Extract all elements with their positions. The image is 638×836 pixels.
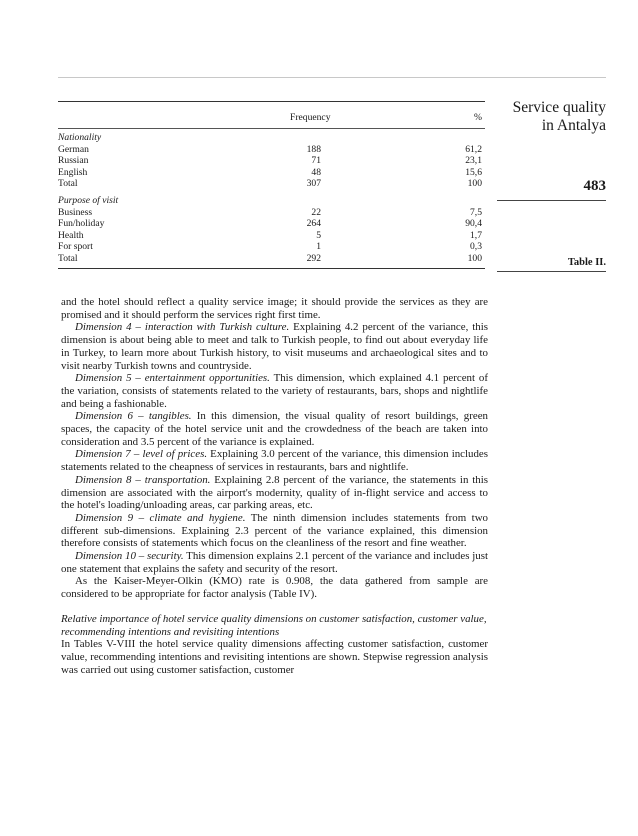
row-percent: 1,7 xyxy=(470,229,482,241)
paragraph xyxy=(61,512,488,550)
row-label: German xyxy=(58,143,89,155)
dimension-heading: Dimension 5 – entertainment opportunities. xyxy=(75,372,270,385)
paragraph: As the Kaiser-Meyer-Olkin (KMO) rate is 0.908, the data gathered from sample are considered to be appropriate for factor analysis (Table IV). xyxy=(61,575,488,601)
table-row xyxy=(58,253,485,265)
page-number: 483 xyxy=(583,178,606,194)
paragraph: In Tables V-VIII the hotel service quality dimensions affecting customer satisfaction, customer value, recommending intentions and revisiting intentions are shown. Stepwise regression analysis was carried out using customer satisfaction, customer xyxy=(61,638,488,676)
side-rule-top xyxy=(497,200,606,201)
table-row xyxy=(58,178,485,190)
row-frequency: 71 xyxy=(311,155,321,167)
paragraph: and the hotel should reflect a quality service image; it should provide the services as they are promised and it should perform the services right first time. xyxy=(61,296,488,321)
paragraph xyxy=(61,474,488,512)
row-label: English xyxy=(58,166,88,178)
row-percent: 15,6 xyxy=(465,166,482,178)
dimension-heading: Dimension 9 – climate and hygiene. xyxy=(75,511,246,524)
paragraph-text: Explaining 4.2 percent of the variance, this dimension is about being able to meet and talk to Turkish people, to find out about everyday life in Turkey, to learn more about Turkish history, to visit museums and archaeological sites and to visit nearby Turkish towns and countryside. xyxy=(61,321,488,372)
header-frequency: Frequency xyxy=(290,112,331,123)
row-frequency: 1 xyxy=(316,241,321,253)
running-title xyxy=(486,99,606,135)
table-row xyxy=(58,155,485,167)
row-percent: 100 xyxy=(467,252,482,264)
paragraph xyxy=(61,410,488,448)
table-bottom-rule xyxy=(58,268,485,269)
table-caption-label: Table II. xyxy=(567,257,606,268)
row-frequency: 5 xyxy=(316,229,321,241)
running-title-line1: Service quality xyxy=(512,99,606,116)
paragraph-text: Explaining 3.0 percent of the variance, this dimension includes statements related to the cheapness of services in restaurants, bars and nightlife. xyxy=(61,448,488,474)
row-percent: 7,5 xyxy=(470,206,482,218)
body-text xyxy=(61,296,488,676)
paragraph-text: This dimension, which explained 4.1 percent of the variation, consists of statements related to the variety of restaurants, bars, shops and nightlife and being a fashionable. xyxy=(61,372,488,410)
table-header xyxy=(58,102,485,124)
row-label: Russian xyxy=(58,155,89,167)
row-label: Fun/holiday xyxy=(58,218,105,230)
table-section-nationality xyxy=(58,132,485,190)
table-section-purpose xyxy=(58,195,485,265)
row-frequency: 48 xyxy=(311,166,321,178)
paragraph-text: The ninth dimension includes statements from two different sub-dimensions. Explaining 2.3 percent of the variance explained, this dimension therefore consists of statements which focus on the cleanliness of the resort and fine weather. xyxy=(61,511,488,550)
dimension-heading: Dimension 8 – transportation. xyxy=(75,473,211,486)
row-percent: 23,1 xyxy=(465,155,482,167)
header-percent: % xyxy=(474,112,482,123)
table-row xyxy=(58,144,485,156)
row-percent: 90,4 xyxy=(465,218,482,230)
row-label: Total xyxy=(58,252,78,264)
row-frequency: 22 xyxy=(311,206,321,218)
paragraph xyxy=(61,448,488,473)
section-subheading: Relative importance of hotel service quality dimensions on customer satisfaction, customer value, recommending intentions and revisiting intentions xyxy=(61,612,487,638)
row-percent: 61,2 xyxy=(465,143,482,155)
row-label: Business xyxy=(58,206,93,218)
table-row xyxy=(58,218,485,230)
paragraph-text: Explaining 2.8 percent of the variance, the statements in this dimension are associated with the airport's modernity, quality of in-flight service and access to the hotel's loading/unloading areas, car parking areas, etc. xyxy=(61,473,488,512)
data-table xyxy=(58,101,485,269)
dimension-heading: Dimension 4 – interaction with Turkish culture. xyxy=(75,321,290,334)
row-frequency: 264 xyxy=(306,218,321,230)
row-percent: 100 xyxy=(467,178,482,190)
row-label: Health xyxy=(58,229,84,241)
paragraph-text: This dimension explains 2.1 percent of the variance and includes just one statement that explains the safety and security of the resort. xyxy=(61,550,488,575)
table-row xyxy=(58,230,485,242)
table-row xyxy=(58,207,485,219)
running-title-line2: in Antalya xyxy=(541,117,606,134)
side-rule-bottom xyxy=(497,271,606,272)
row-percent: 0,3 xyxy=(470,241,482,253)
table-row xyxy=(58,167,485,179)
paragraph xyxy=(61,321,488,372)
row-frequency: 292 xyxy=(306,252,321,264)
header-rule xyxy=(58,77,606,78)
section-title: Purpose of visit xyxy=(58,194,119,206)
table-header-rule xyxy=(58,128,485,129)
section-title: Nationality xyxy=(58,132,102,143)
dimension-heading: Dimension 6 – tangibles. xyxy=(75,410,192,423)
dimension-heading: Dimension 7 – level of prices. xyxy=(75,448,208,461)
row-label: Total xyxy=(58,178,78,190)
row-frequency: 188 xyxy=(306,143,321,155)
paragraph-text: In this dimension, the visual quality of resort buildings, green spaces, the capacity of the hotel service unit and the crowdedness of the beach are taken into consideration and 3.5 percent of the variance is explained. xyxy=(61,410,488,448)
row-frequency: 307 xyxy=(306,178,321,190)
paragraph xyxy=(61,372,488,410)
row-label: For sport xyxy=(58,241,93,253)
table-row xyxy=(58,241,485,253)
dimension-heading: Dimension 10 – security. xyxy=(75,550,184,563)
paragraph xyxy=(61,550,488,575)
